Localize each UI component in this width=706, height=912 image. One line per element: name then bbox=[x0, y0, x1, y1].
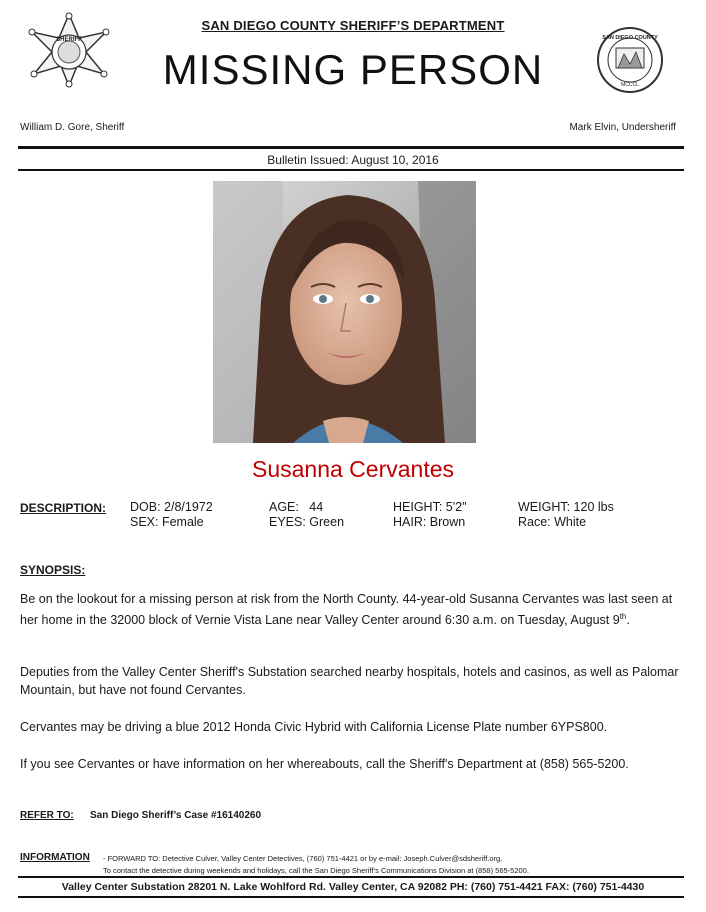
footer-address: Valley Center Substation 28201 N. Lake Wohlford Rd. Valley Center, CA 92082 PH: (760) 751-4421 FAX: (760) 751-4430 bbox=[61, 881, 645, 893]
bulletin-date: Bulletin Issued: August 10, 2016 bbox=[267, 153, 439, 167]
information-line-2: To contact the detective during weekends and holidays, call the San Diego Sheriff’s Communications Division at (858) 565-5200. bbox=[103, 866, 529, 875]
synopsis-p1-text: Be on the lookout for a missing person at risk from the North County. 44-year-old Susanna Cervantes was last seen at her home in the 32000 block of Vernie Vista Lane near Valley Center around 6:30 a.m. on Tuesday, August 9 bbox=[20, 592, 673, 628]
synopsis-paragraph-1 bbox=[20, 590, 686, 629]
synopsis-paragraph-4: If you see Cervantes or have information on her whereabouts, call the Sheriff's Department at (858) 565-5200. bbox=[20, 757, 629, 771]
information-label: INFORMATION bbox=[20, 852, 90, 863]
information-line-1: - FORWARD TO: Detective Culver, Valley Center Detectives, (760) 751-4421 or by e-mail: Joseph.Culver@sdsheriff.org. bbox=[103, 854, 503, 863]
missing-person-photo bbox=[213, 181, 476, 443]
rule-bottom bbox=[18, 169, 684, 171]
dob-value: DOB: 2/8/1972 bbox=[130, 500, 213, 514]
eyes-value: EYES: Green bbox=[269, 515, 345, 529]
race-value: Race: White bbox=[518, 515, 587, 529]
sheriff-star-icon bbox=[24, 12, 114, 88]
age-value: AGE: 44 bbox=[269, 500, 324, 514]
person-name: Susanna Cervantes bbox=[251, 456, 454, 482]
seal-bottom-text: MCCCL bbox=[621, 82, 639, 88]
footer-rule-bottom bbox=[18, 896, 684, 898]
department-name: SAN DIEGO COUNTY SHERIFF’S DEPARTMENT bbox=[201, 18, 505, 33]
footer-rule-top bbox=[18, 876, 684, 878]
hair-value: HAIR: Brown bbox=[393, 515, 466, 529]
refer-label: REFER TO: bbox=[20, 810, 74, 821]
synopsis-p1-end: . bbox=[626, 613, 630, 628]
rule-top bbox=[18, 146, 684, 149]
synopsis-paragraph-3: Cervantes may be driving a blue 2012 Honda Civic Hybrid with California License Plate number 6YPS800. bbox=[20, 720, 608, 734]
case-number: San Diego Sheriff’s Case #16140260 bbox=[90, 810, 262, 821]
synopsis-p1-superscript: th bbox=[619, 612, 627, 621]
seal-text: SAN DIEGO COUNTY bbox=[602, 35, 658, 41]
undersheriff-name: Mark Elvin, Undersheriff bbox=[569, 122, 676, 133]
weight-value: WEIGHT: 120 lbs bbox=[518, 500, 614, 514]
page-title: MISSING PERSON bbox=[162, 46, 544, 93]
description-label: DESCRIPTION: bbox=[20, 501, 107, 515]
sex-value: SEX: Female bbox=[130, 515, 204, 529]
county-seal-icon bbox=[596, 26, 664, 94]
sheriff-name: William D. Gore, Sheriff bbox=[20, 122, 125, 133]
synopsis-label: SYNOPSIS: bbox=[20, 563, 86, 577]
height-value: HEIGHT: 5'2" bbox=[393, 500, 467, 514]
star-text: SHERIFF bbox=[56, 37, 82, 43]
synopsis-paragraph-2: Deputies from the Valley Center Sheriff's Substation searched nearby hospitals, hotels and casinos, as well as Palomar Mountain, but have not found Cervantes. bbox=[20, 665, 679, 697]
